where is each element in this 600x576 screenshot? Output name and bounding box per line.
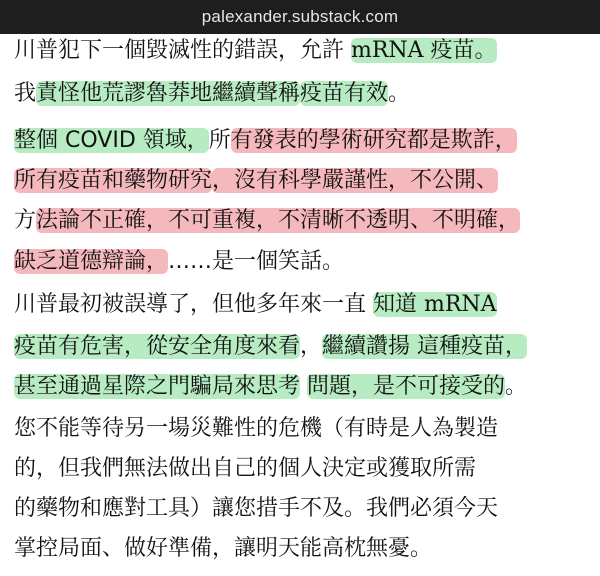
url-text: palexander.substack.com	[201, 7, 399, 26]
text-segment: 。	[388, 81, 411, 106]
highlight-red: 有發表的學術研究都是欺詐，	[230, 128, 517, 153]
highlight-green: 整個 COVID 領域，	[14, 128, 209, 153]
text-segment: 方	[14, 208, 37, 233]
text-segment: 您不能等待另一場災難性的危機（有時是人為製造	[14, 416, 499, 441]
highlight-green: mRNA 疫苗。	[351, 38, 497, 63]
highlight-green: 問題，是不可接受的	[307, 374, 506, 399]
article-line	[14, 166, 498, 196]
highlight-red: 缺乏道德辯論，	[14, 249, 169, 274]
article-line	[14, 414, 498, 444]
article-line	[14, 126, 517, 156]
browser-address-bar[interactable]	[0, 0, 600, 34]
text-segment: 的，但我們無法做出自己的個人決定或獲取所需	[14, 456, 477, 481]
article-body	[0, 34, 600, 576]
article-line	[14, 36, 497, 66]
text-segment: 我	[14, 81, 37, 106]
text-segment: 掌控局面、做好準備，讓明天能高枕無憂。	[14, 536, 433, 561]
text-segment: 所	[208, 128, 231, 153]
article-line	[14, 332, 527, 362]
article-line	[14, 454, 476, 484]
highlight-green: 知道 mRNA	[373, 292, 497, 317]
highlight-red: ，沒有科學嚴謹性，不公開、	[212, 168, 499, 193]
article-line	[14, 372, 527, 402]
article-line	[14, 247, 344, 277]
article-line	[14, 534, 432, 564]
text-segment: 。	[505, 374, 528, 399]
article-line	[14, 494, 498, 524]
article-line	[14, 206, 520, 236]
highlight-green: 責怪他荒謬魯莽地繼續聲稱	[36, 81, 301, 106]
highlight-green: 疫苗有危害，從安全角度來看	[14, 334, 301, 359]
text-segment: ……是一個笑話。	[168, 249, 345, 274]
highlight-red: 法論不正確，不可重複，不清晰不透明、不明確，	[36, 208, 521, 233]
text-segment: 川普犯下一個毀滅性的錯誤，允許	[14, 38, 351, 63]
text-segment: 的藥物和應對工具）讓您措手不及。我們必須今天	[14, 496, 499, 521]
text-segment: ，	[300, 334, 323, 359]
highlight-green: 甚至通過星際之門騙局來思考	[14, 374, 301, 399]
text-segment	[300, 374, 307, 399]
article-line	[14, 79, 410, 109]
highlight-red: 所有疫苗和藥物研究	[14, 168, 213, 193]
text-segment: 川普最初被誤導了，但他多年來一直	[14, 292, 373, 317]
highlight-green: 繼續讚揚 這種疫苗，	[322, 334, 528, 359]
article-line	[14, 290, 497, 320]
highlight-green: 疫苗有效	[300, 81, 389, 106]
